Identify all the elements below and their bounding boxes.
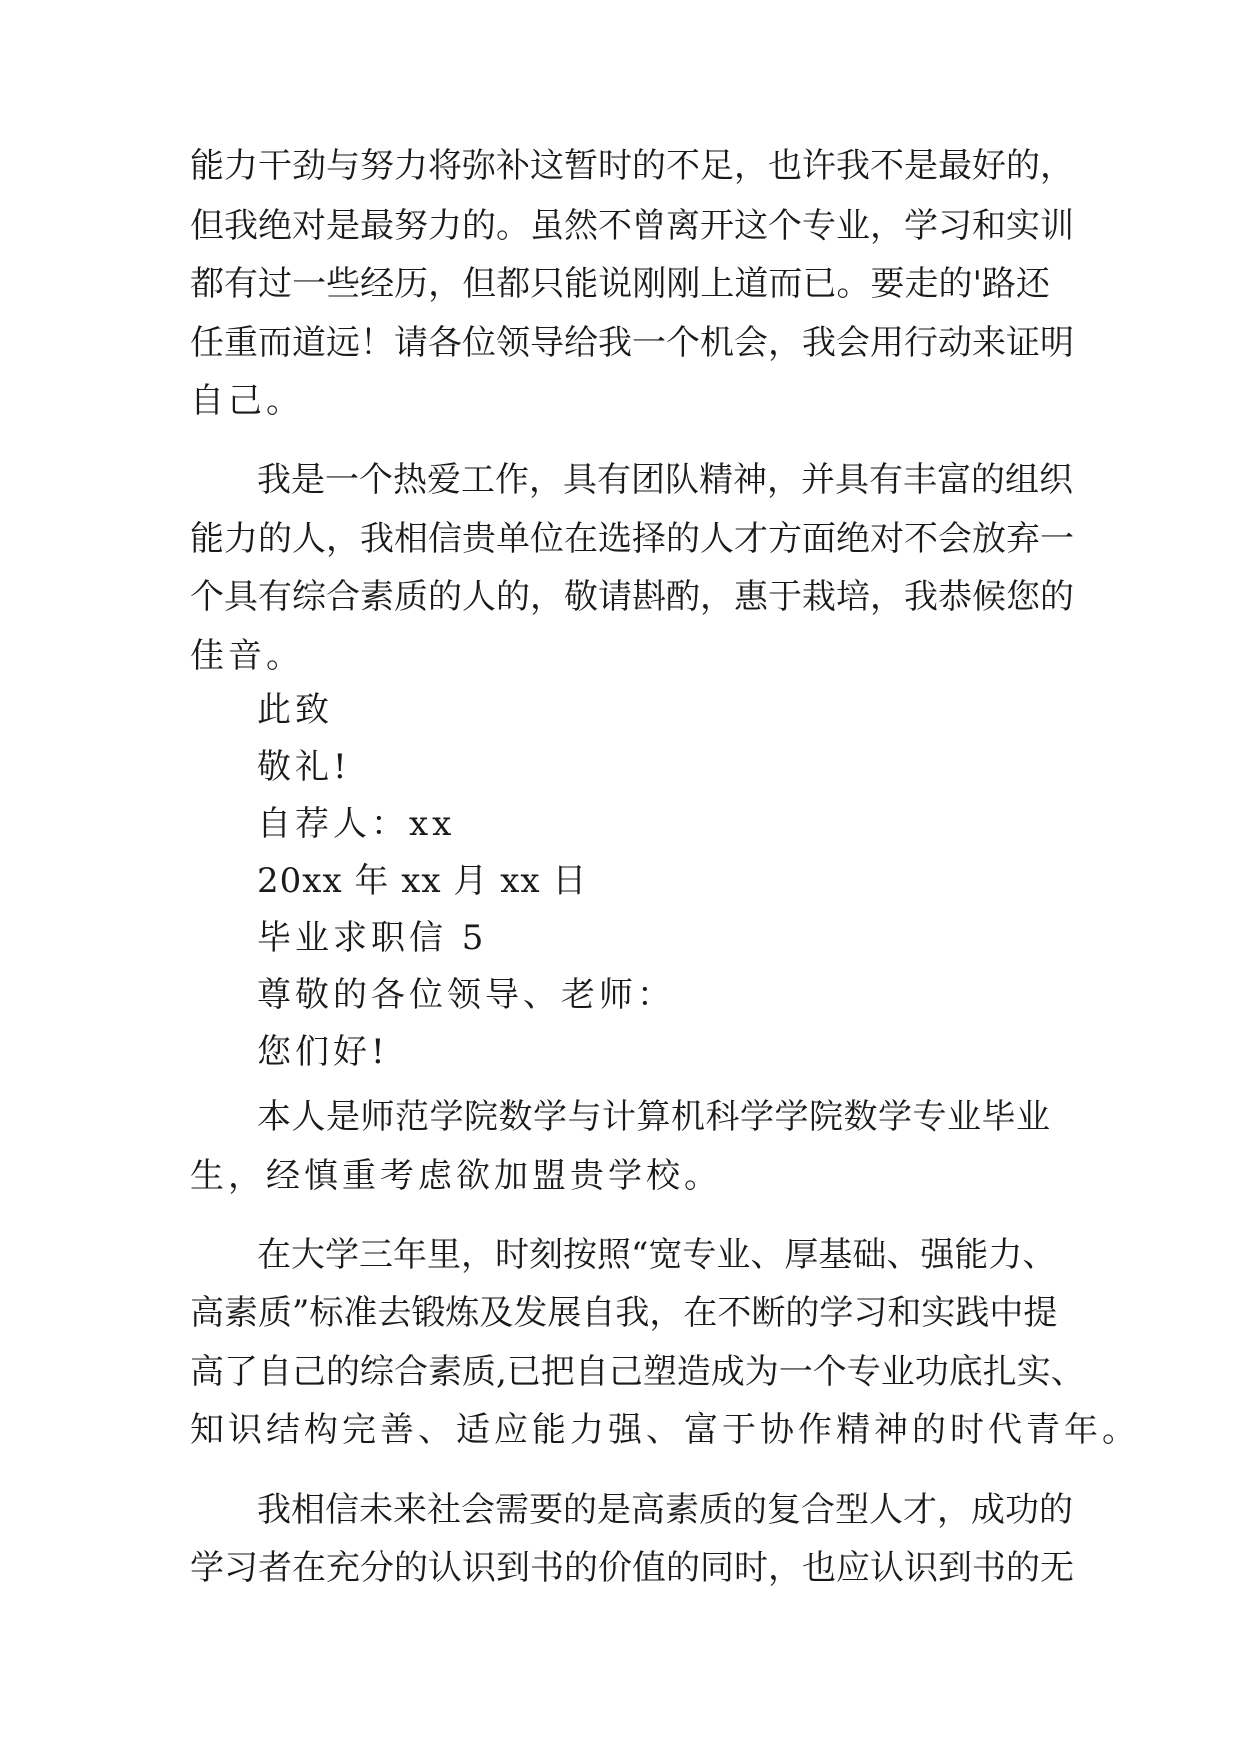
text-line: 知识结构完善、适应能力强、富于协作精神的时代青年。 xyxy=(190,1410,1140,1450)
closing-regards: 敬礼! xyxy=(257,747,351,787)
text-line: 高了自己的综合素质,已把自己塑造成为一个专业功底扎实、 xyxy=(190,1352,1085,1392)
text-line: 自己。 xyxy=(190,381,304,421)
text-line: 高素质”标准去锻炼及发展自我，在不断的学习和实践中提 xyxy=(190,1293,1058,1333)
closing-salutation: 此致 xyxy=(257,690,333,730)
paragraph-start-line: 我相信未来社会需要的是高素质的复合型人才，成功的 xyxy=(257,1490,1073,1530)
text-line: 佳音。 xyxy=(190,636,304,676)
text-line: 学习者在充分的认识到书的价值的同时，也应认识到书的无 xyxy=(190,1548,1074,1588)
text-line: 任重而道远！请各位领导给我一个机会，我会用行动来证明 xyxy=(190,323,1074,363)
paragraph-start-line: 我是一个热爱工作，具有团队精神，并具有丰富的组织 xyxy=(257,460,1073,500)
text-line: 个具有综合素质的人的，敬请斟酌，惠于栽培，我恭候您的 xyxy=(190,577,1074,617)
section-heading: 毕业求职信 5 xyxy=(257,918,488,958)
text-line: 生，经慎重考虑欲加盟贵学校。 xyxy=(190,1156,722,1196)
signature-line: 自荐人：xx xyxy=(257,804,456,844)
text-line: 能力干劲与努力将弥补这暂时的不足，也许我不是最好的， xyxy=(190,146,1074,186)
text-line: 但我绝对是最努力的。虽然不曾离开这个专业，学习和实训 xyxy=(190,206,1074,246)
text-line: 能力的人，我相信贵单位在选择的人才方面绝对不会放弃一 xyxy=(190,519,1074,559)
paragraph-start-line: 在大学三年里，时刻按照“宽专业、厚基础、强能力、 xyxy=(257,1235,1057,1275)
date-line: 20xx 年 xx 月 xx 日 xyxy=(257,861,588,901)
paragraph-start-line: 本人是师范学院数学与计算机科学学院数学专业毕业 xyxy=(257,1097,1050,1137)
text-line: 都有过一些经历，但都只能说刚刚上道而已。要走的'路还 xyxy=(190,264,1050,304)
greeting-line: 尊敬的各位领导、老师： xyxy=(257,975,675,1015)
greeting-line: 您们好! xyxy=(257,1032,389,1072)
